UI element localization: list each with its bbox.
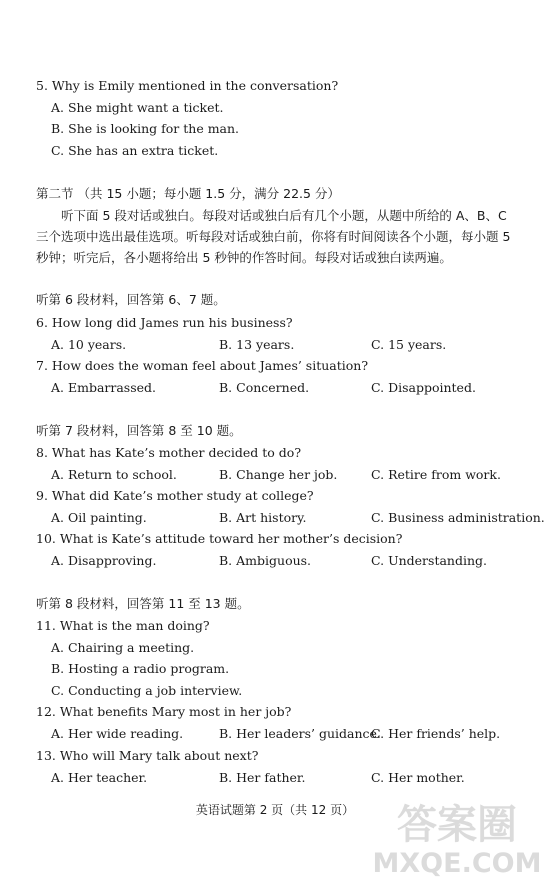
q6-option-c: C. 15 years. [371,337,447,352]
q10-option-a: A. Disapproving. [51,553,157,568]
q7-option-b: B. Concerned. [219,380,310,395]
watermark-line-2: MXQE.COM [372,848,542,878]
group-7-header: 听第 7 段材料，回答第 8 至 10 题。 [36,423,242,438]
q10-option-b: B. Ambiguous. [219,553,312,568]
q10-option-c: C. Understanding. [371,553,487,568]
q7-option-c: C. Disappointed. [371,380,476,395]
q5-option-c: C. She has an extra ticket. [51,143,219,158]
q5-option-b: B. She is looking for the man. [51,121,240,136]
question-5: 5. Why is Emily mentioned in the conversation? [36,78,339,93]
q6-option-b: B. 13 years. [219,337,295,352]
q11-option-a: A. Chairing a meeting. [51,640,195,655]
question-9: 9. What did Kate’s mother study at college? [36,488,314,503]
question-13: 13. Who will Mary talk about next? [36,748,259,763]
question-11: 11. What is the man doing? [36,618,210,633]
q7-option-a: A. Embarrassed. [51,380,157,395]
section-instructions: 听下面 5 段对话或独白。每段对话或独白后有几个小题，从题中所给的 A、B、C 三个选项中选出最佳选项。听每段对话或独白前，你将有时间阅读各个小题，每小题 5 秒钟；听完后，各小题将给出 5 秒钟的作答时间。每段对话或独白读两遍。 [36,208,511,265]
watermark-line-1: 答案圈 [397,802,517,848]
q11-option-c: C. Conducting a job interview. [51,683,243,698]
q11-option-b: B. Hosting a radio program. [51,661,230,676]
question-12: 12. What benefits Mary most in her job? [36,704,292,719]
q9-option-a: A. Oil painting. [51,510,147,525]
page-footer: 英语试题第 2 页（共 12 页） [195,803,355,817]
q8-option-c: C. Retire from work. [371,467,501,482]
q8-option-a: A. Return to school. [51,467,177,482]
q12-option-b: B. Her leaders’ guidance. [219,726,381,741]
q6-option-a: A. 10 years. [51,337,127,352]
q9-option-b: B. Art history. [219,510,307,525]
q12-option-a: A. Her wide reading. [51,726,184,741]
q12-option-c: C. Her friends’ help. [371,726,501,741]
group-8-header: 听第 8 段材料，回答第 11 至 13 题。 [36,596,250,611]
question-8: 8. What has Kate’s mother decided to do? [36,445,302,460]
q8-option-b: B. Change her job. [219,467,338,482]
q9-option-c: C. Business administration. [371,510,545,525]
q13-option-a: A. Her teacher. [51,770,148,785]
q13-option-c: C. Her mother. [371,770,465,785]
question-7: 7. How does the woman feel about James’ situation? [36,358,369,373]
section-heading: 第二节 （共 15 小题；每小题 1.5 分，满分 22.5 分） [36,186,340,201]
q5-option-a: A. She might want a ticket. [51,100,224,115]
question-6: 6. How long did James run his business? [36,315,293,330]
q13-option-b: B. Her father. [219,770,306,785]
watermark-logo [372,796,542,878]
group-6-header: 听第 6 段材料，回答第 6、7 题。 [36,292,226,307]
question-10: 10. What is Kate’s attitude toward her mother’s decision? [36,531,403,546]
